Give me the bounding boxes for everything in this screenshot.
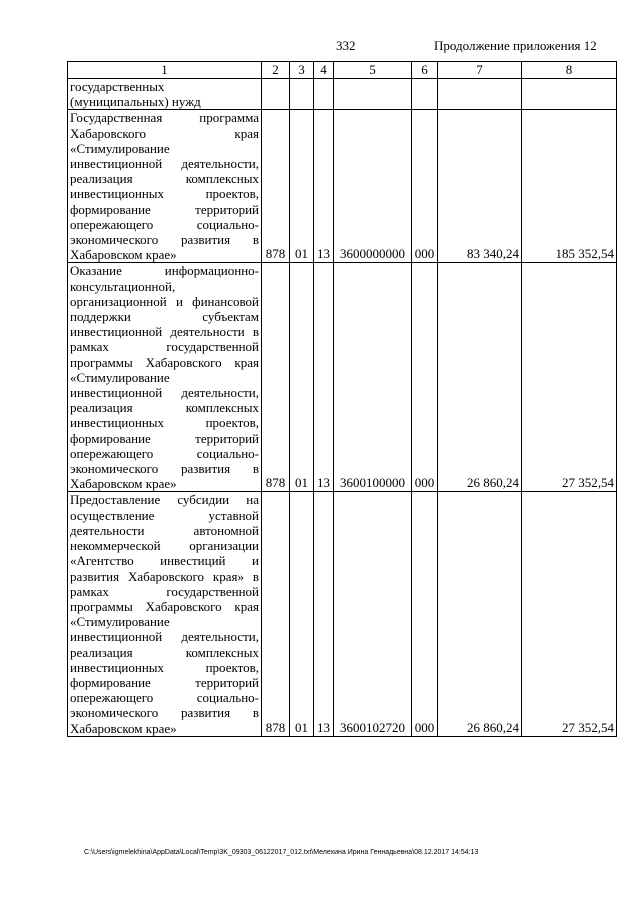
cell-amount-1: 26 860,24 [438,492,522,736]
row-name: Государственная программа Хабаровского края «Стимулирование инвестиционной деятельности, реализация комплексных инвестиционных проектов, формирование территорий опережающего социально-экономического развития в Хабаровском крае» [68,110,262,263]
column-header: 2 [262,62,290,79]
cell-subsection: 13 [314,110,334,263]
cell-ministry: 878 [262,263,290,492]
column-header: 4 [314,62,334,79]
page-number: 332 [336,38,356,53]
cell-expense-type: 000 [412,263,438,492]
cell-target-article: 3600100000 [334,263,412,492]
row-name: государственных (муниципальных) нужд [68,79,262,110]
cell-target-article [334,79,412,110]
column-number-row [68,62,617,79]
cell-ministry: 878 [262,110,290,263]
cell-amount-2 [522,79,617,110]
cell-expense-type [412,79,438,110]
cell-section: 01 [290,492,314,736]
column-header: 1 [68,62,262,79]
table-row [68,79,617,110]
table-row [68,263,617,492]
row-name: Оказание информационно-консультационной, организационной и финансовой поддержки субъектам инвестиционной деятельности в рамках государственной программы Хабаровского края «Стимулирование инвестиционной деятельности, реализация комплексных инвестиционных проектов, формирование территорий опережающего социально-экономического развития в Хабаровском крае» [68,263,262,492]
column-header: 6 [412,62,438,79]
cell-section [290,79,314,110]
row-name: Предоставление субсидии на осуществление уставной деятельности автономной некоммерческой организации «Агентство инвестиций и развития Хабаровского края» в рамках государственной программы Хабаровского края «Стимулирование инвестиционной деятельности, реализация комплексных инвестиционных проектов, формирование территорий опережающего социально-экономического развития в Хабаровском крае» [68,492,262,736]
file-path-footer: C:\Users\igmelekhina\AppData\Local\Temp\3K_09303_06122017_012.txt\Мелехина Ирина Геннадьевна\08.12.2017 14:54:13 [84,849,479,856]
cell-ministry [262,79,290,110]
cell-expense-type: 000 [412,110,438,263]
continuation-label: Продолжение приложения 12 [434,38,597,53]
cell-amount-1: 26 860,24 [438,263,522,492]
column-header: 8 [522,62,617,79]
cell-amount-1: 83 340,24 [438,110,522,263]
cell-subsection: 13 [314,263,334,492]
column-header: 3 [290,62,314,79]
cell-expense-type: 000 [412,492,438,736]
cell-subsection: 13 [314,492,334,736]
cell-target-article: 3600000000 [334,110,412,263]
cell-amount-2: 185 352,54 [522,110,617,263]
cell-section: 01 [290,263,314,492]
table-row [68,492,617,736]
column-header: 5 [334,62,412,79]
budget-table [67,61,617,737]
cell-amount-2: 27 352,54 [522,492,617,736]
cell-target-article: 3600102720 [334,492,412,736]
cell-section: 01 [290,110,314,263]
column-header: 7 [438,62,522,79]
cell-subsection [314,79,334,110]
table-row [68,110,617,263]
cell-amount-1 [438,79,522,110]
cell-amount-2: 27 352,54 [522,263,617,492]
cell-ministry: 878 [262,492,290,736]
